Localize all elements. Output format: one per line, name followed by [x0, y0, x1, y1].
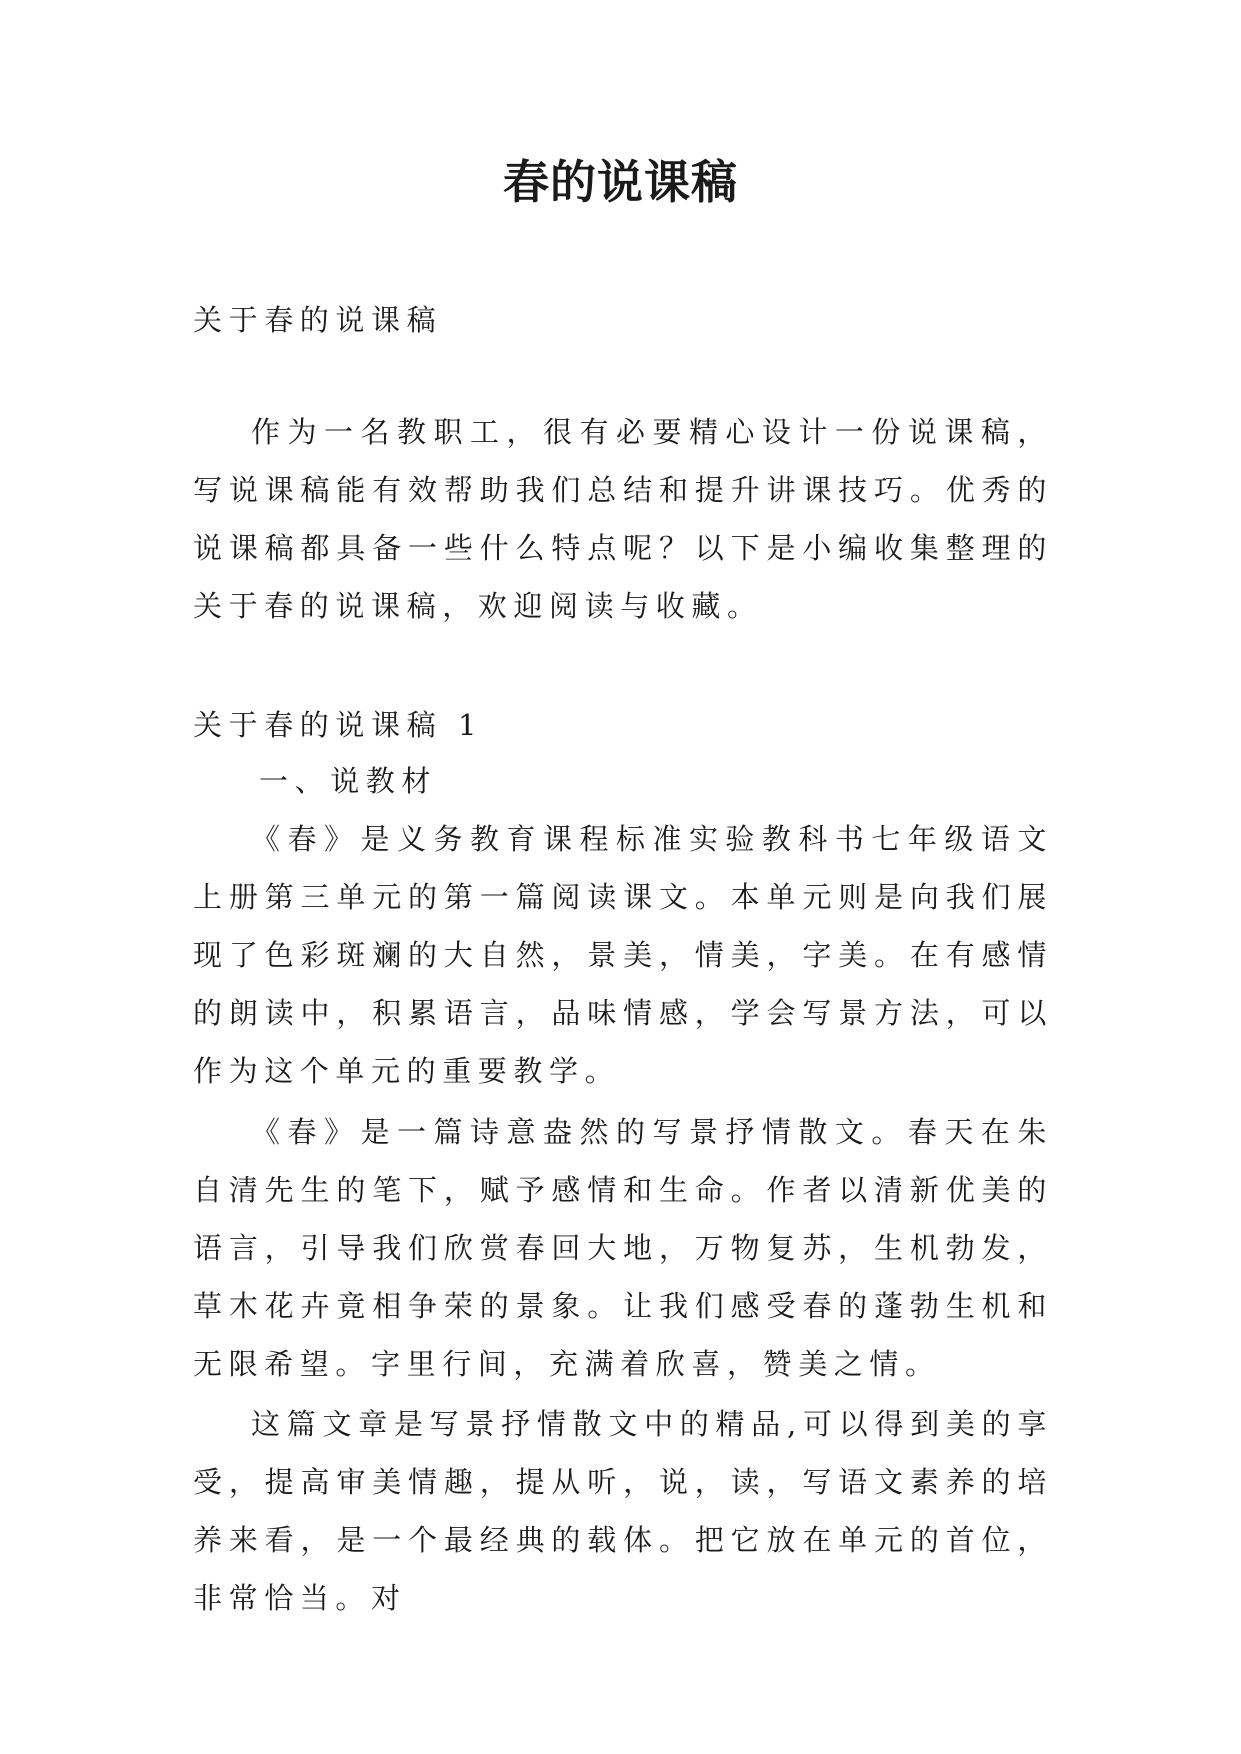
- document-subtitle: 关于春的说课稿: [193, 303, 443, 337]
- body-paragraph: 《春》是一篇诗意盎然的写景抒情散文。春天在朱自清先生的笔下，赋予感情和生命。作者以清新优美的语言，引导我们欣赏春回大地，万物复苏，生机勃发，草木花卉竟相争荣的景象。让我们感受春的蓬勃生机和无限希望。字里行间，充满着欣喜，赞美之情。: [193, 1115, 1053, 1381]
- intro-paragraph: 作为一名教职工，很有必要精心设计一份说课稿，写说课稿能有效帮助我们总结和提升讲课技巧。优秀的说课稿都具备一些什么特点呢？以下是小编收集整理的关于春的说课稿，欢迎阅读与收藏。: [193, 415, 1053, 623]
- document-title: 春的说课稿: [503, 155, 738, 209]
- body-paragraph: 《春》是义务教育课程标准实验教科书七年级语文上册第三单元的第一篇阅读课文。本单元则是向我们展现了色彩斑斓的大自然，景美，情美，字美。在有感情的朗读中，积累语言，品味情感，学会写景方法，可以作为这个单元的重要教学。: [193, 822, 1053, 1088]
- body-paragraph: 这篇文章是写景抒情散文中的精品,可以得到美的享受，提高审美情趣，提从听，说，读，写语文素养的培养来看，是一个最经典的载体。把它放在单元的首位，非常恰当。对: [193, 1407, 1053, 1615]
- section-heading: 一、说教材: [259, 764, 438, 798]
- section-title: 关于春的说课稿 1: [193, 708, 484, 742]
